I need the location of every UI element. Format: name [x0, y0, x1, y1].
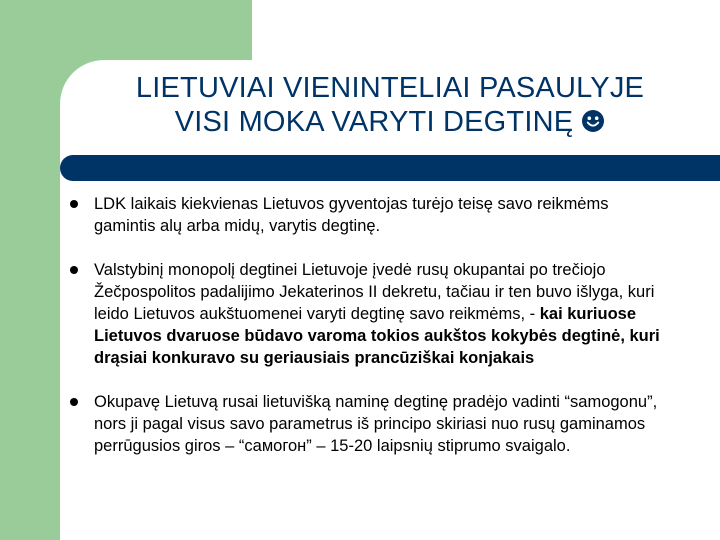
bullet-text: LDK laikais kiekvienas Lietuvos gyventojas turėjo teisę savo reikmėms gamintis alų arba midų, varytis degtinę. [94, 195, 609, 235]
bullet-dot-icon [70, 266, 78, 274]
list-item [70, 259, 670, 369]
title-underline-bar [60, 155, 720, 181]
list-item [70, 193, 670, 237]
title-line-2-wrap [60, 105, 720, 139]
bullet-list [70, 193, 670, 479]
smiley-icon [581, 109, 605, 133]
bullet-text: Okupavę Lietuvą rusai lietuvišką naminę degtinę pradėjo vadinti “samogonu”, nors ji pagal visus savo parametrus iš principo skiriasi nuo rusų gaminamos perrūgusios giros – “самогон” – 15-20 laipsnių stiprumo svaigalo. [94, 393, 658, 455]
list-item [70, 391, 670, 457]
bullet-bold-text: kai kuriuose Lietuvos dvaruose būdavo varoma tokios aukštos kokybės degtinė, kuri drąsiai konkuravo su geriausiais prancūziškai konjakais [94, 305, 660, 367]
title-line-2: VISI MOKA VARYTI DEGTINĘ [174, 106, 574, 138]
bullet-text: Valstybinį monopolį degtinei Lietuvoje įvedė rusų okupantai po trečiojo Žečpospolitos padalijimo Jekaterinos II dekretu, tačiau ir ten buvo išlyga, kuri leido Lietuvos aukštuomenei varyti degtinę savo reikmėms, - [94, 261, 655, 323]
title-line-1: LIETUVIAI VIENINTELIAI PASAULYJE [135, 72, 645, 104]
bullet-dot-icon [70, 398, 78, 406]
slide-title [60, 71, 720, 139]
bullet-dot-icon [70, 200, 78, 208]
